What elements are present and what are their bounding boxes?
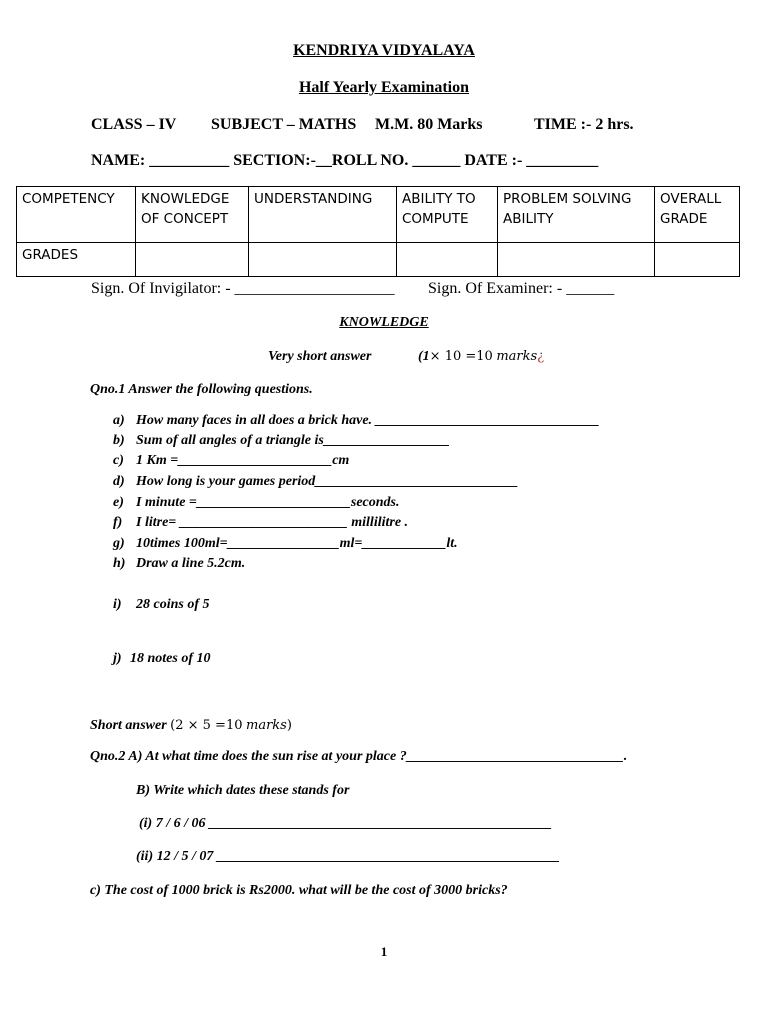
- q2-part-b: B) Write which dates these stands for: [136, 783, 350, 798]
- list-item: Draw a line 5.2cm.: [136, 556, 246, 571]
- marks-label: M.M. 80 Marks: [375, 116, 483, 133]
- list-item-letter: e): [113, 495, 124, 510]
- exam-title: Half Yearly Examination: [298, 79, 470, 96]
- school-title: KENDRIYA VIDYALAYA: [293, 42, 475, 59]
- list-item-letter: g): [113, 536, 125, 551]
- list-item: How many faces in all does a brick have. ________________________________: [136, 413, 600, 428]
- grade-cell-problem-solving[interactable]: [498, 243, 655, 277]
- page-number: 1: [380, 944, 388, 959]
- list-item-letter: h): [113, 556, 126, 571]
- table-row-label: GRADES: [17, 243, 136, 277]
- sa-heading: Short answer (2 × 5 =10 marks): [90, 718, 292, 733]
- q2-part-a: Qno.2 A) At what time does the sun rise at your place ?_______________________________.: [90, 749, 628, 764]
- table-header-cell: ABILITY TO COMPUTE: [397, 187, 498, 243]
- list-item-letter: c): [113, 453, 124, 468]
- grade-cell-knowledge[interactable]: [136, 243, 249, 277]
- table-header-cell: OVERALL GRADE: [655, 187, 740, 243]
- vsa-label: Very short answer: [268, 349, 372, 364]
- name-section-line: NAME: __________ SECTION:-__ROLL NO. ______ DATE :- _________: [91, 152, 599, 169]
- list-item: 10times 100ml=________________ml=____________lt.: [136, 536, 458, 551]
- list-item-letter: f): [113, 515, 123, 530]
- list-item: I minute =______________________seconds.: [136, 495, 400, 510]
- examiner-sign: Sign. Of Examiner: - ______: [428, 280, 615, 297]
- list-item: 18 notes of 10: [130, 651, 211, 666]
- list-item-letter: d): [113, 474, 125, 489]
- grade-cell-understanding[interactable]: [249, 243, 397, 277]
- section-title: KNOWLEDGE: [339, 315, 429, 330]
- class-label: CLASS – IV: [91, 116, 177, 133]
- list-item-letter: b): [113, 433, 125, 448]
- q2-part-b-ii: (ii) 12 / 5 / 07 _________________________________________________: [136, 849, 560, 864]
- list-item-letter: i): [113, 597, 122, 612]
- competency-grade-table: [16, 186, 740, 277]
- grade-cell-compute[interactable]: [397, 243, 498, 277]
- q1-title: Qno.1 Answer the following questions.: [90, 382, 313, 397]
- grade-cell-overall[interactable]: [655, 243, 740, 277]
- subject-label: SUBJECT – MATHS: [211, 116, 357, 133]
- list-item: 1 Km =______________________cm: [136, 453, 350, 468]
- table-header-cell: PROBLEM SOLVING ABILITY: [498, 187, 655, 243]
- list-item: I litre= ________________________ millilitre .: [136, 515, 409, 530]
- table-header-cell: UNDERSTANDING: [249, 187, 397, 243]
- invigilator-sign: Sign. Of Invigilator: - ____________________: [91, 280, 395, 297]
- list-item: 28 coins of 5: [136, 597, 210, 612]
- q2-part-b-i: (i) 7 / 6 / 06 _________________________________________________: [139, 816, 552, 831]
- time-label: TIME :- 2 hrs.: [534, 116, 634, 133]
- vsa-formula: (1× 10 =10 marks¿: [418, 349, 545, 364]
- list-item-letter: a): [113, 413, 125, 428]
- table-header-cell: COMPETENCY: [17, 187, 136, 243]
- list-item: How long is your games period_____________________________: [136, 474, 519, 489]
- q2-part-c: c) The cost of 1000 brick is Rs2000. what will be the cost of 3000 bricks?: [90, 883, 508, 898]
- table-header-cell: KNOWLEDGE OF CONCEPT: [136, 187, 249, 243]
- list-item-letter: j): [113, 651, 122, 666]
- list-item: Sum of all angles of a triangle is__________________: [136, 433, 450, 448]
